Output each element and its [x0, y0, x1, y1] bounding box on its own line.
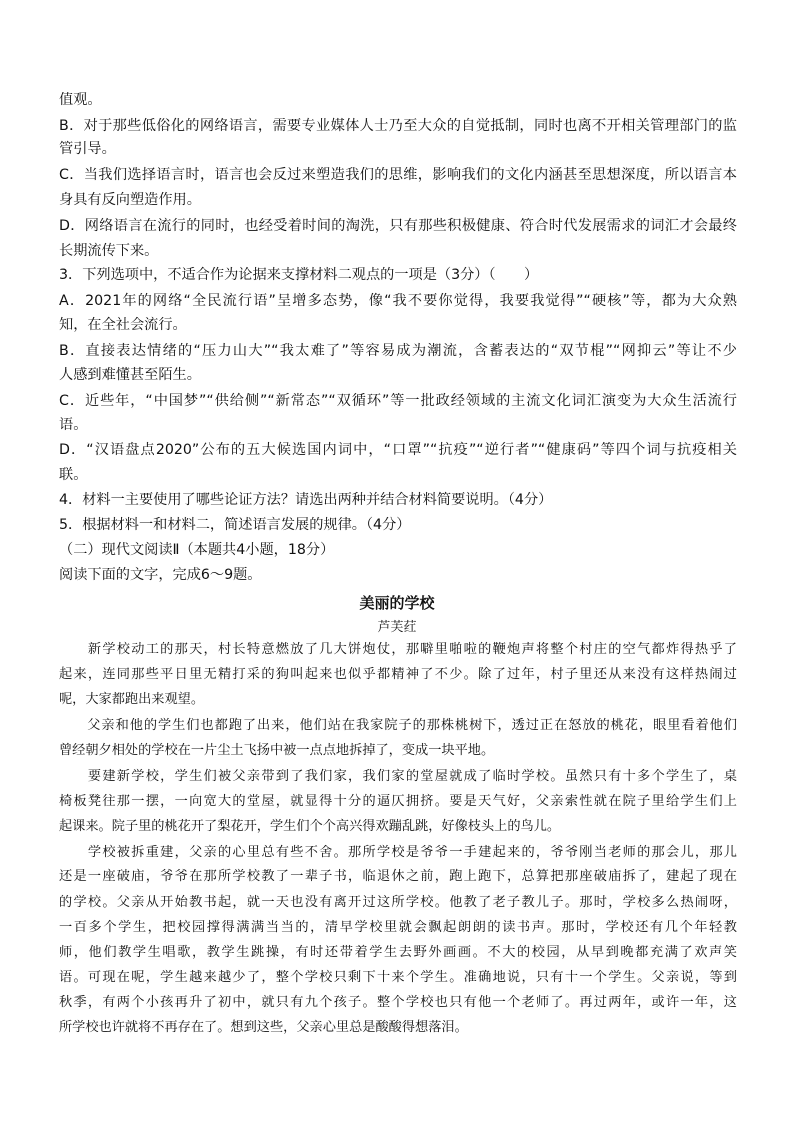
story-title: 美丽的学校: [359, 594, 435, 612]
text-line: 知，在全社会流行。: [59, 317, 187, 333]
text-line: 语。: [59, 417, 88, 433]
text-line: A．2021年的网络“全民流行语”呈增多态势，像“我不要你觉得，我要我觉得”“硬核”等，都为大众熟: [59, 293, 737, 309]
text-line: D．网络语言在流行的同时，也经受着时间的淘洗，只有那些积极健康、符合时代发展需求的词汇才会最终: [59, 218, 737, 234]
text-line: 管引导。: [59, 141, 116, 157]
text-line: B．对于那些低俗化的网络语言，需要专业媒体人士乃至大众的自觉抵制，同时也离不开相关管理部门的监: [59, 118, 737, 134]
text-line: 长期流传下来。: [59, 243, 159, 259]
story-line: 呢，大家都跑出来观望。: [59, 692, 205, 707]
story-line: 曾经朝夕相处的学校在一片尘土飞扬中被一点点地拆掉了，变成一块平地。: [59, 743, 495, 758]
story-line: 一百多个学生，把校园撑得满满当当的，清早学校里就会飘起朗朗的读书声。那时，学校还有几个年轻教: [59, 920, 737, 935]
story-line: 起来，连同那些平日里无精打采的狗叫起来也似乎都精神了不少。除了过年，村子里还从来没有这样热闹过: [59, 667, 737, 682]
section-heading: （二）现代文阅读Ⅱ（本题共4小题，18分）: [59, 542, 335, 558]
story-line: 要建新学校，学生们被父亲带到了我们家，我们家的堂屋就成了临时学校。虽然只有十多个学生了，桌: [59, 769, 737, 784]
text-line: D．“汉语盘点2020”公布的五大候选国内词中，“口罩”“抗疫”“逆行者”“健康码”等四个词与抗疫相关: [59, 442, 737, 458]
story-line: 椅板凳往那一摆，一向宽大的堂屋，就显得十分的逼仄拥挤。要是天气好，父亲索性就在院子里给学生们上: [59, 794, 737, 809]
story-line: 还是一座破庙，爷爷在那所学校教了一辈子书，临退休之前，跑上跑下，总算把那座破庙拆了，建起了现在: [59, 869, 737, 884]
text-line: 联。: [59, 467, 88, 483]
text-line: 值观。: [59, 92, 102, 108]
story-line: 所学校也许就将不再存在了。想到这些，父亲心里总是酸酸得想落泪。: [59, 1020, 468, 1035]
story-line: 秋季，有两个小孩再升了初中，就只有九个孩子。整个学校也只有他一个老师了。再过两年，或许一年，这: [59, 995, 737, 1010]
story-line: 的学校。父亲从开始教书起，就一天也没有离开过这所学校。他教了老子教儿子。那时，学校多么热闹呀，: [59, 895, 737, 910]
text-line: C．当我们选择语言时，语言也会反过来塑造我们的思维，影响我们的文化内涵甚至思想深度，所以语言本: [59, 167, 737, 183]
story-author: 芦芙荭: [377, 620, 417, 635]
text-line: 人感到难懂甚至陌生。: [59, 367, 201, 383]
text-line: B．直接表达情绪的“压力山大”“我太难了”等容易成为潮流，含蓄表达的“双节棍”“网抑云”等让不少: [59, 343, 737, 359]
instruction: 阅读下面的文字，完成6～9题。: [59, 567, 262, 583]
text-line: C．近些年，“中国梦”“供给侧”“新常态”“双循环”等一批政经领域的主流文化词汇演变为大众生活流行: [59, 393, 737, 409]
story-line: 语。可现在呢，学生越来越少了，整个学校只剩下十来个学生。准确地说，只有十一个学生。父亲说，等到: [59, 970, 737, 985]
story-line: 父亲和他的学生们也都跑了出来，他们站在我家院子的那株桃树下，透过正在怒放的桃花，眼里看着他们: [59, 718, 737, 733]
story-line: 师，他们教学生唱歌，教学生跳操，有时还带着学生去野外画画。不大的校园，从早到晚都充满了欢声笑: [59, 945, 737, 960]
story-line: 起课来。院子里的桃花开了梨花开，学生们个个高兴得欢蹦乱跳，好像枝头上的鸟儿。: [59, 819, 561, 834]
story-line: 新学校动工的那天，村长特意燃放了几大饼炮仗，那噼里啪啦的鞭炮声将整个村庄的空气都炸得热乎了: [59, 642, 737, 657]
story-line: 学校被拆重建，父亲的心里总有些不舍。那所学校是爷爷一手建起来的，爷爷刚当老师的那会儿，那儿: [59, 845, 737, 860]
question-3: 3．下列选项中，不适合作为论据来支撑材料二观点的一项是（3分）（ ）: [59, 267, 539, 283]
text-line: 身具有反向塑造作用。: [59, 192, 201, 208]
question-4: 4．材料一主要使用了哪些论证方法？请选出两种并结合材料简要说明。（4分）: [59, 492, 553, 508]
question-5: 5．根据材料一和材料二，简述语言发展的规律。（4分）: [59, 517, 411, 533]
